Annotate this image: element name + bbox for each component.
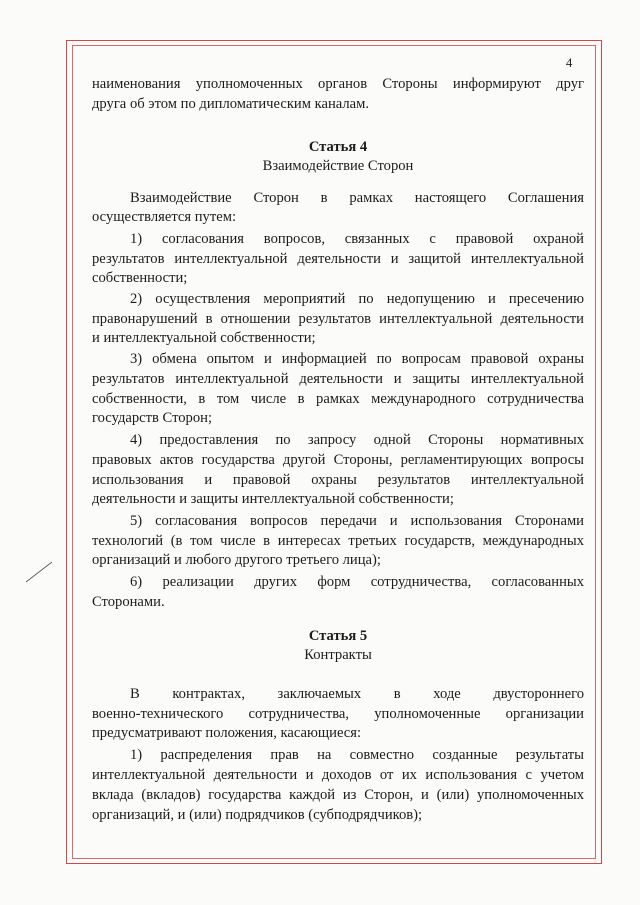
text-line: осуществляется путем: — [92, 209, 236, 225]
page-number: 4 — [566, 56, 573, 70]
text-line: 3) обмена опытом и информацией по вопросам правовой охраны — [130, 351, 584, 367]
text-line: 6) реализации других форм сотрудничества, согласованных — [130, 574, 584, 590]
article-subtitle: Контракты — [304, 647, 372, 663]
text-line: и интеллектуальной собственности; — [92, 330, 316, 346]
text-line: 4) предоставления по запросу одной Стороны нормативных — [130, 432, 584, 448]
text-line: собственности; — [92, 270, 188, 286]
text-line: государств Сторон; — [92, 410, 213, 426]
text-line: 2) осуществления мероприятий по недопущению и пресечению — [130, 291, 584, 307]
text-line: предусматривают положения, касающиеся: — [92, 725, 362, 741]
article-title: Статья 5 — [308, 628, 368, 644]
pen-mark — [24, 560, 54, 584]
text-line: наименования уполномоченных органов Стороны информируют друг — [92, 76, 584, 92]
text-line: интеллектуальной деятельности и доходов от их использования с учетом — [92, 767, 584, 783]
text-line: Сторонами. — [92, 594, 165, 610]
text-line: военно-технического сотрудничества, уполномоченные организации — [92, 706, 584, 722]
text-line: правонарушений в отношении результатов интеллектуальной деятельности — [92, 311, 584, 327]
text-line: деятельности и защиты интеллектуальной собственности; — [92, 491, 454, 507]
text-line: организаций, и (или) подрядчиков (субподрядчиков); — [92, 807, 423, 823]
text-line: друга об этом по дипломатическим каналам. — [92, 96, 370, 112]
text-line: использования и правовой охраны результатов интеллектуальной — [92, 472, 584, 488]
text-line: правовых актов государства другой Стороны, регламентирующих вопросы — [92, 452, 584, 468]
article-subtitle: Взаимодействие Сторон — [262, 158, 414, 174]
article-title: Статья 4 — [308, 139, 368, 155]
text-line: 5) согласования вопросов передачи и использования Сторонами — [130, 513, 584, 529]
text-line: 1) согласования вопросов, связанных с правовой охраной — [130, 231, 584, 247]
text-line: Взаимодействие Сторон в рамках настоящего Соглашения — [130, 190, 584, 206]
text-line: организаций и любого другого третьего лица); — [92, 552, 381, 568]
text-line: вклада (вкладов) государства каждой из Сторон, и (или) уполномоченных — [92, 787, 584, 803]
text-line: собственности, в том числе в рамках международного сотрудничества — [92, 391, 584, 407]
text-line: В контрактах, заключаемых в ходе двустороннего — [130, 686, 584, 702]
text-line: результатов интеллектуальной деятельности и защитой интеллектуальной — [92, 251, 584, 267]
text-line: 1) распределения прав на совместно созданные результаты — [130, 747, 584, 763]
text-line: технологий (в том числе в интересах третьих государств, международных — [92, 533, 584, 549]
text-line: результатов интеллектуальной деятельности и защиты интеллектуальной — [92, 371, 584, 387]
